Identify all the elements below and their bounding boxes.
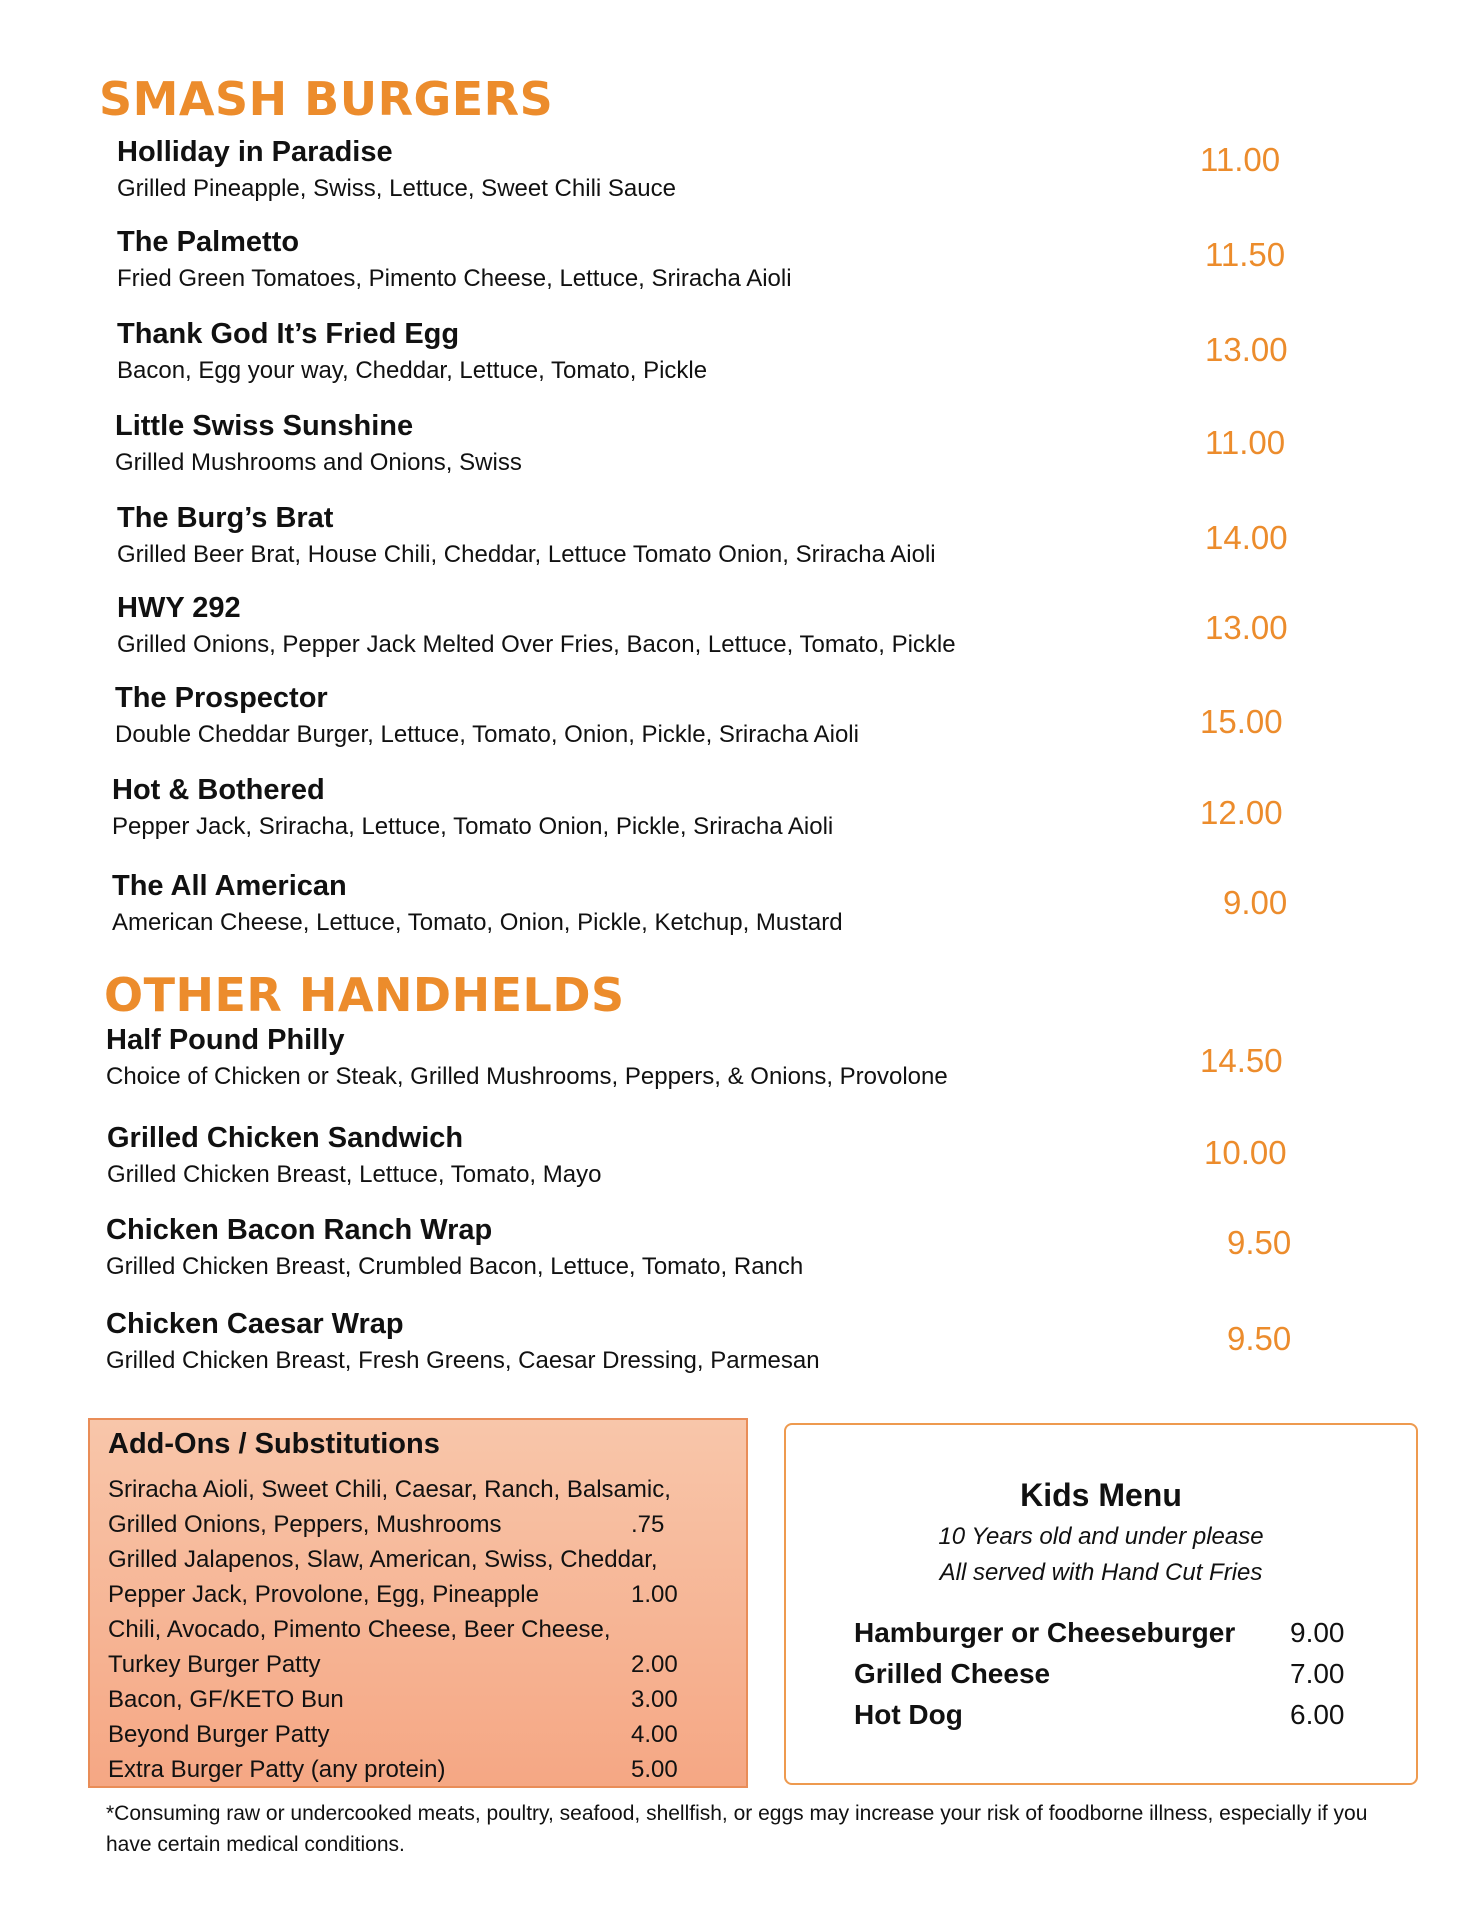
menu-item [117, 592, 956, 659]
addons-title: Add-Ons / Substitutions [108, 1428, 440, 1460]
kids-item-price: 6.00 [1290, 1699, 1345, 1730]
addon-price: 5.00 [631, 1756, 678, 1783]
item-price: 11.50 [1205, 236, 1286, 273]
disclaimer: *Consuming raw or undercooked meats, poultry, seafood, shellfish, or eggs may increase your risk of foodborne illness, especially if you have certain medical conditions. [106, 1802, 1368, 1856]
item-name: The Palmetto [117, 226, 300, 258]
item-description: Grilled Beer Brat, House Chili, Cheddar, Lettuce Tomato Onion, Sriracha Aioli [117, 541, 936, 568]
menu-item [115, 410, 522, 477]
addon-line: Chili, Avocado, Pimento Cheese, Beer Cheese, [108, 1616, 611, 1643]
kids-menu-title: Kids Menu [1020, 1477, 1182, 1513]
menu-item [115, 682, 859, 749]
item-name: Chicken Caesar Wrap [106, 1308, 404, 1340]
addon-price: 1.00 [631, 1581, 678, 1608]
kids-item-price: 7.00 [1290, 1658, 1345, 1689]
item-description: Grilled Chicken Breast, Lettuce, Tomato, Mayo [107, 1161, 602, 1188]
item-price: 14.50 [1200, 1042, 1283, 1079]
item-price: 11.00 [1200, 141, 1281, 178]
item-price: 12.00 [1200, 794, 1283, 831]
menu-item [106, 1308, 820, 1375]
kids-menu-box [784, 1423, 1418, 1785]
item-name: Thank God It’s Fried Egg [117, 318, 460, 350]
menu-item [117, 502, 936, 569]
addon-line: Pepper Jack, Provolone, Egg, Pineapple [108, 1581, 539, 1608]
kids-item-price: 9.00 [1290, 1617, 1345, 1648]
menu-item [117, 226, 792, 293]
kids-item-name: Grilled Cheese [854, 1658, 1051, 1689]
item-price: 10.00 [1204, 1134, 1287, 1171]
item-name: The All American [112, 870, 347, 902]
item-price: 13.00 [1205, 331, 1288, 368]
item-price: 9.50 [1227, 1320, 1292, 1357]
addons-box [88, 1418, 748, 1788]
menu-item [106, 1024, 948, 1091]
addon-price: 3.00 [631, 1686, 678, 1713]
section-heading-smash-burgers: SMASH BURGERS [99, 72, 554, 126]
item-name: Half Pound Philly [106, 1024, 345, 1056]
item-description: Grilled Onions, Pepper Jack Melted Over Fries, Bacon, Lettuce, Tomato, Pickle [117, 631, 956, 658]
item-price: 11.00 [1205, 424, 1286, 461]
kids-menu-note: All served with Hand Cut Fries [939, 1559, 1263, 1586]
menu-item [112, 870, 843, 937]
item-description: Choice of Chicken or Steak, Grilled Mushrooms, Peppers, & Onions, Provolone [106, 1063, 948, 1090]
item-description: Grilled Chicken Breast, Fresh Greens, Caesar Dressing, Parmesan [106, 1347, 820, 1374]
menu-item [112, 774, 833, 841]
item-description: Double Cheddar Burger, Lettuce, Tomato, Onion, Pickle, Sriracha Aioli [115, 721, 859, 748]
item-price: 14.00 [1205, 519, 1288, 556]
addon-price: .75 [631, 1511, 665, 1538]
item-name: Holliday in Paradise [117, 136, 393, 168]
addon-line: Grilled Onions, Peppers, Mushrooms [108, 1511, 502, 1538]
kids-menu-note: 10 Years old and under please [938, 1523, 1264, 1550]
addon-line: Beyond Burger Patty [108, 1721, 330, 1748]
addon-line: Extra Burger Patty (any protein) [108, 1756, 446, 1783]
addon-line: Grilled Jalapenos, Slaw, American, Swiss, Cheddar, [108, 1546, 658, 1573]
item-price: 9.00 [1223, 884, 1288, 921]
addon-price: 2.00 [631, 1651, 678, 1678]
item-name: The Burg’s Brat [117, 502, 334, 534]
item-name: HWY 292 [117, 592, 241, 624]
item-description: American Cheese, Lettuce, Tomato, Onion, Pickle, Ketchup, Mustard [112, 909, 843, 936]
item-name: Chicken Bacon Ranch Wrap [106, 1214, 493, 1246]
item-price: 15.00 [1200, 703, 1283, 740]
menu-item [107, 1122, 601, 1189]
section-heading-other-handhelds: OTHER HANDHELDS [104, 968, 625, 1022]
item-description: Grilled Pineapple, Swiss, Lettuce, Sweet Chili Sauce [117, 175, 676, 202]
item-name: Little Swiss Sunshine [115, 410, 414, 442]
menu-item [106, 1214, 803, 1281]
kids-item-name: Hot Dog [854, 1699, 963, 1730]
item-description: Grilled Chicken Breast, Crumbled Bacon, Lettuce, Tomato, Ranch [106, 1253, 804, 1280]
item-description: Fried Green Tomatoes, Pimento Cheese, Lettuce, Sriracha Aioli [117, 265, 792, 292]
item-price: 9.50 [1227, 1224, 1292, 1261]
item-description: Grilled Mushrooms and Onions, Swiss [115, 449, 522, 476]
menu-item [117, 318, 707, 385]
item-description: Bacon, Egg your way, Cheddar, Lettuce, Tomato, Pickle [117, 357, 708, 384]
item-name: Hot & Bothered [112, 774, 325, 806]
item-name: Grilled Chicken Sandwich [107, 1122, 464, 1154]
item-name: The Prospector [115, 682, 328, 714]
kids-item-name: Hamburger or Cheeseburger [854, 1617, 1236, 1648]
addon-line: Turkey Burger Patty [108, 1651, 321, 1678]
item-price: 13.00 [1205, 609, 1288, 646]
menu-item [117, 136, 676, 203]
addon-line: Sriracha Aioli, Sweet Chili, Caesar, Ranch, Balsamic, [108, 1476, 671, 1503]
addon-price: 4.00 [631, 1721, 678, 1748]
addon-line: Bacon, GF/KETO Bun [108, 1686, 344, 1713]
item-description: Pepper Jack, Sriracha, Lettuce, Tomato Onion, Pickle, Sriracha Aioli [112, 813, 834, 840]
